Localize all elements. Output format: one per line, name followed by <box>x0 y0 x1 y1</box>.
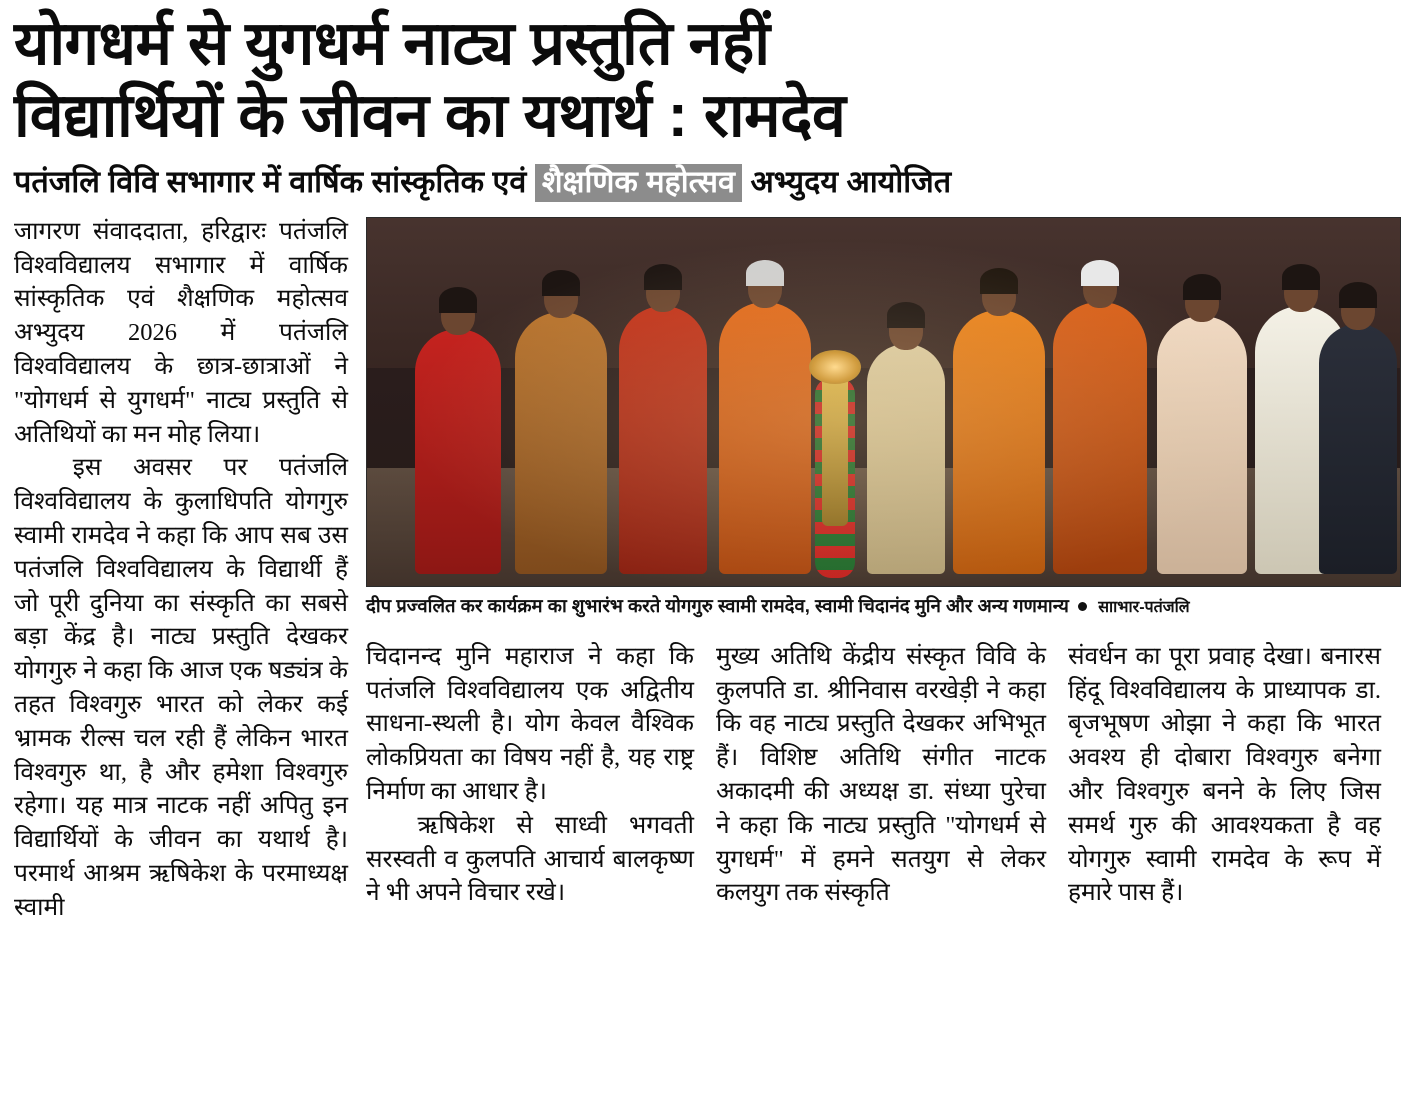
paragraph: जागरण संवाददाता, हरिद्वारः पतंजलि विश्वविद्यालय सभागार में वार्षिक सांस्कृतिक एवं शैक्षणिक महोत्सव अभ्युदय 2026 में पतंजलि विश्वविद्यालय के छात्र-छात्राओं ने "योगधर्म से युगधर्म" नाट्य प्रस्तुति से अतिथियों का मन मोह लिया। <box>14 217 348 448</box>
subheadline-highlight: शैक्षणिक महोत्सव <box>535 164 742 202</box>
paragraph: ऋषिकेश से साध्वी भगवती सरस्वती व कुलपति आचार्य बालकृष्ण ने भी अपने विचार रखे। <box>366 811 694 907</box>
headline-line-2: विद्यार्थियों के जीवन का यथार्थ : रामदेव <box>14 81 846 150</box>
photo-caption <box>366 594 1401 618</box>
article-figure <box>366 217 1401 618</box>
article-column-3 <box>716 640 1046 910</box>
headline-line-1: योगधर्म से युगधर्म नाट्य प्रस्तुति नहीं <box>14 9 770 77</box>
subheadline <box>14 164 1401 201</box>
newspaper-page <box>0 8 1415 1113</box>
page-title <box>14 8 1401 150</box>
paragraph: संवर्धन का पूरा प्रवाह देखा। बनारस हिंदू विश्वविद्यालय के प्राध्यापक डा. बृजभूषण ओझा ने कहा कि भारत अवश्य ही दोबारा विश्वगुरु बनेगा और विश्वगुरु बनने के लिए जिस समर्थ गुरु की आवश्यकता है वह योगगुरु स्वामी रामदेव के रूप में हमारे पास हैं। <box>1068 642 1381 907</box>
article-column-2 <box>366 640 694 910</box>
bullet-icon <box>1078 602 1087 611</box>
subheadline-before: पतंजलि विवि सभागार में वार्षिक सांस्कृतिक एवं <box>14 165 527 200</box>
paragraph: इस अवसर पर पतंजलि विश्वविद्यालय के कुलाधिपति योगगुरु स्वामी रामदेव ने कहा कि आप सब उस पतंजलि विश्वविद्यालय के विद्यार्थी हैं जो पूरी दुनिया का संस्कृति का सबसे बड़ा केंद्र है। नाट्य प्रस्तुति देखकर योगगुरु ने कहा कि आज एक षड्यंत्र के तहत विश्वगुरु भारत को लेकर कई भ्रामक रील्स चल रही हैं लेकिन भारत विश्वगुरु था, है और हमेशा विश्वगुरु रहेगा। यह मात्र नाटक नहीं अपितु इन विद्यार्थियों के जीवन का यथार्थ है। परमार्थ आश्रम ऋषिकेश के परमाध्यक्ष स्वामी <box>14 454 348 921</box>
caption-text: दीप प्रज्वलित कर कार्यक्रम का शुभारंभ करते योगगुरु स्वामी रामदेव, स्वामी चिदानंद मुनि और अन्य गणमान्य <box>366 594 1069 616</box>
photo-lighting <box>367 218 1400 586</box>
subheadline-after: अभ्युदय आयोजित <box>750 165 952 200</box>
paragraph: चिदानन्द मुनि महाराज ने कहा कि पतंजलि विश्वविद्यालय एक अद्वितीय साधना-स्थली है। योग केवल वैश्विक लोकप्रियता का विषय नहीं है, यह राष्ट्र निर्माण का आधार है। <box>366 642 694 806</box>
article-column-1 <box>14 215 348 925</box>
event-photo <box>366 217 1401 587</box>
article-lower-columns <box>366 640 1401 910</box>
paragraph: मुख्य अतिथि केंद्रीय संस्कृत विवि के कुलपति डा. श्रीनिवास वरखेड़ी ने कहा कि वह नाट्य प्रस्तुति देखकर अभिभूत हैं। विशिष्ट अतिथि संगीत नाटक अकादमी की अध्यक्ष डा. संध्या पुरेचा ने कहा कि नाट्य प्रस्तुति "योगधर्म से युगधर्म" में हमने सतयुग से लेकर कलयुग तक संस्कृति <box>716 642 1046 907</box>
photo-credit: सााभार-पतंजलि <box>1098 598 1190 616</box>
article-column-4 <box>1068 640 1381 910</box>
